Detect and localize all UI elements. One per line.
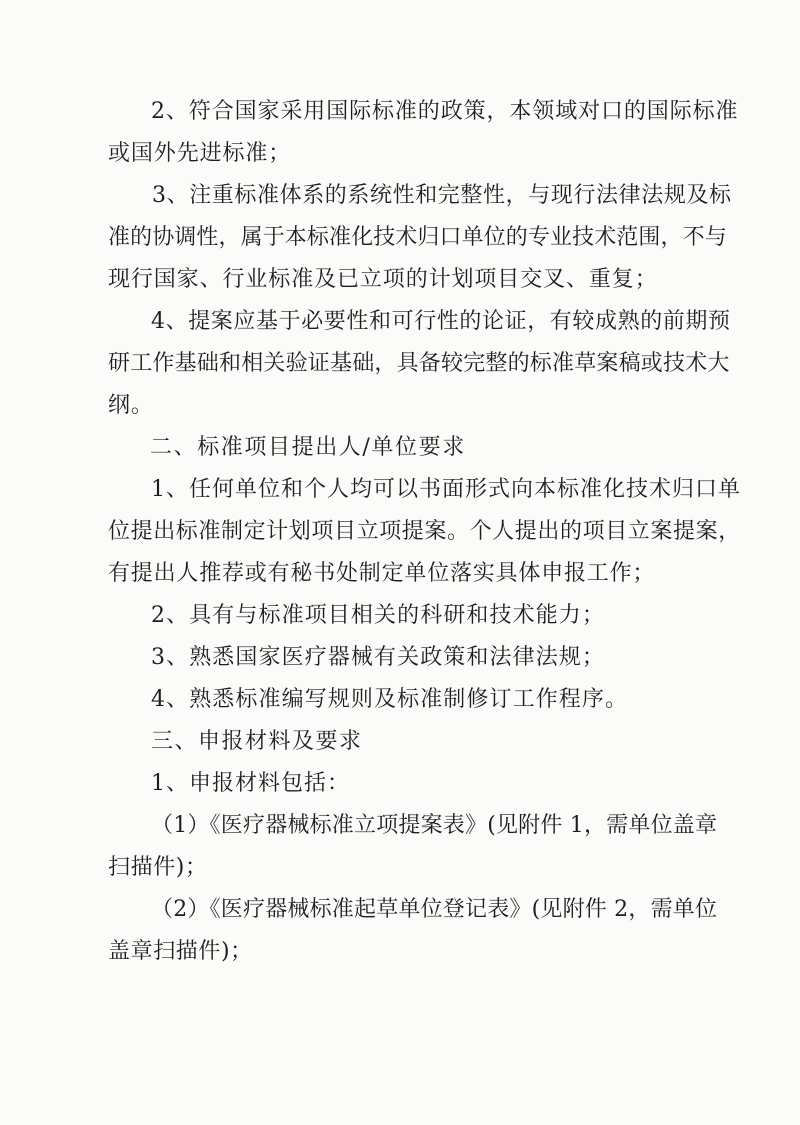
body-text-line: 3、注重标准体系的系统性和完整性，与现行法律法规及标 bbox=[152, 183, 732, 208]
section-heading: 二、标准项目提出人/单位要求 bbox=[150, 435, 466, 460]
body-text-line: 有提出人推荐或有秘书处制定单位落实具体申报工作； bbox=[108, 561, 656, 586]
body-text-line: 4、熟悉标准编写规则及标准制修订工作程序。 bbox=[151, 687, 629, 712]
body-text-line: 或国外先进标准； bbox=[108, 141, 292, 166]
section-heading: 三、申报材料及要求 bbox=[151, 729, 363, 754]
body-text-line: （1）《医疗器械标准立项提案表》(见附件 1，需单位盖章 bbox=[151, 813, 718, 838]
body-text-line: 3、熟悉国家医疗器械有关政策和法律法规； bbox=[151, 645, 605, 670]
body-text-line: 1、任何单位和个人均可以书面形式向本标准化技术归口单 bbox=[151, 477, 741, 502]
body-text-line: 现行国家、行业标准及已立项的计划项目交叉、重复； bbox=[108, 267, 658, 292]
body-text-line: 2、具有与标准项目相关的科研和技术能力； bbox=[151, 603, 605, 628]
body-text-line: 纲。 bbox=[108, 393, 154, 418]
body-text-line: 研工作基础和相关验证基础，具备较完整的标准草案稿或技术大 bbox=[108, 351, 730, 376]
body-text-line: 位提出标准制定计划项目立项提案。个人提出的项目立案提案， bbox=[108, 519, 741, 544]
body-text-line: 扫描件)； bbox=[108, 855, 208, 880]
body-text-line: （2）《医疗器械标准起草单位登记表》(见附件 2，需单位 bbox=[151, 897, 718, 922]
body-text-line: 4、提案应基于必要性和可行性的论证，有较成熟的前期预 bbox=[151, 309, 731, 334]
body-text-line: 盖章扫描件)； bbox=[108, 939, 253, 964]
body-text-line: 1、申报材料包括： bbox=[151, 771, 350, 796]
body-text-line: 准的协调性，属于本标准化技术归口单位的专业技术范围，不与 bbox=[108, 225, 727, 250]
body-text-line: 2、符合国家采用国际标准的政策，本领域对口的国际标准 bbox=[151, 99, 739, 124]
